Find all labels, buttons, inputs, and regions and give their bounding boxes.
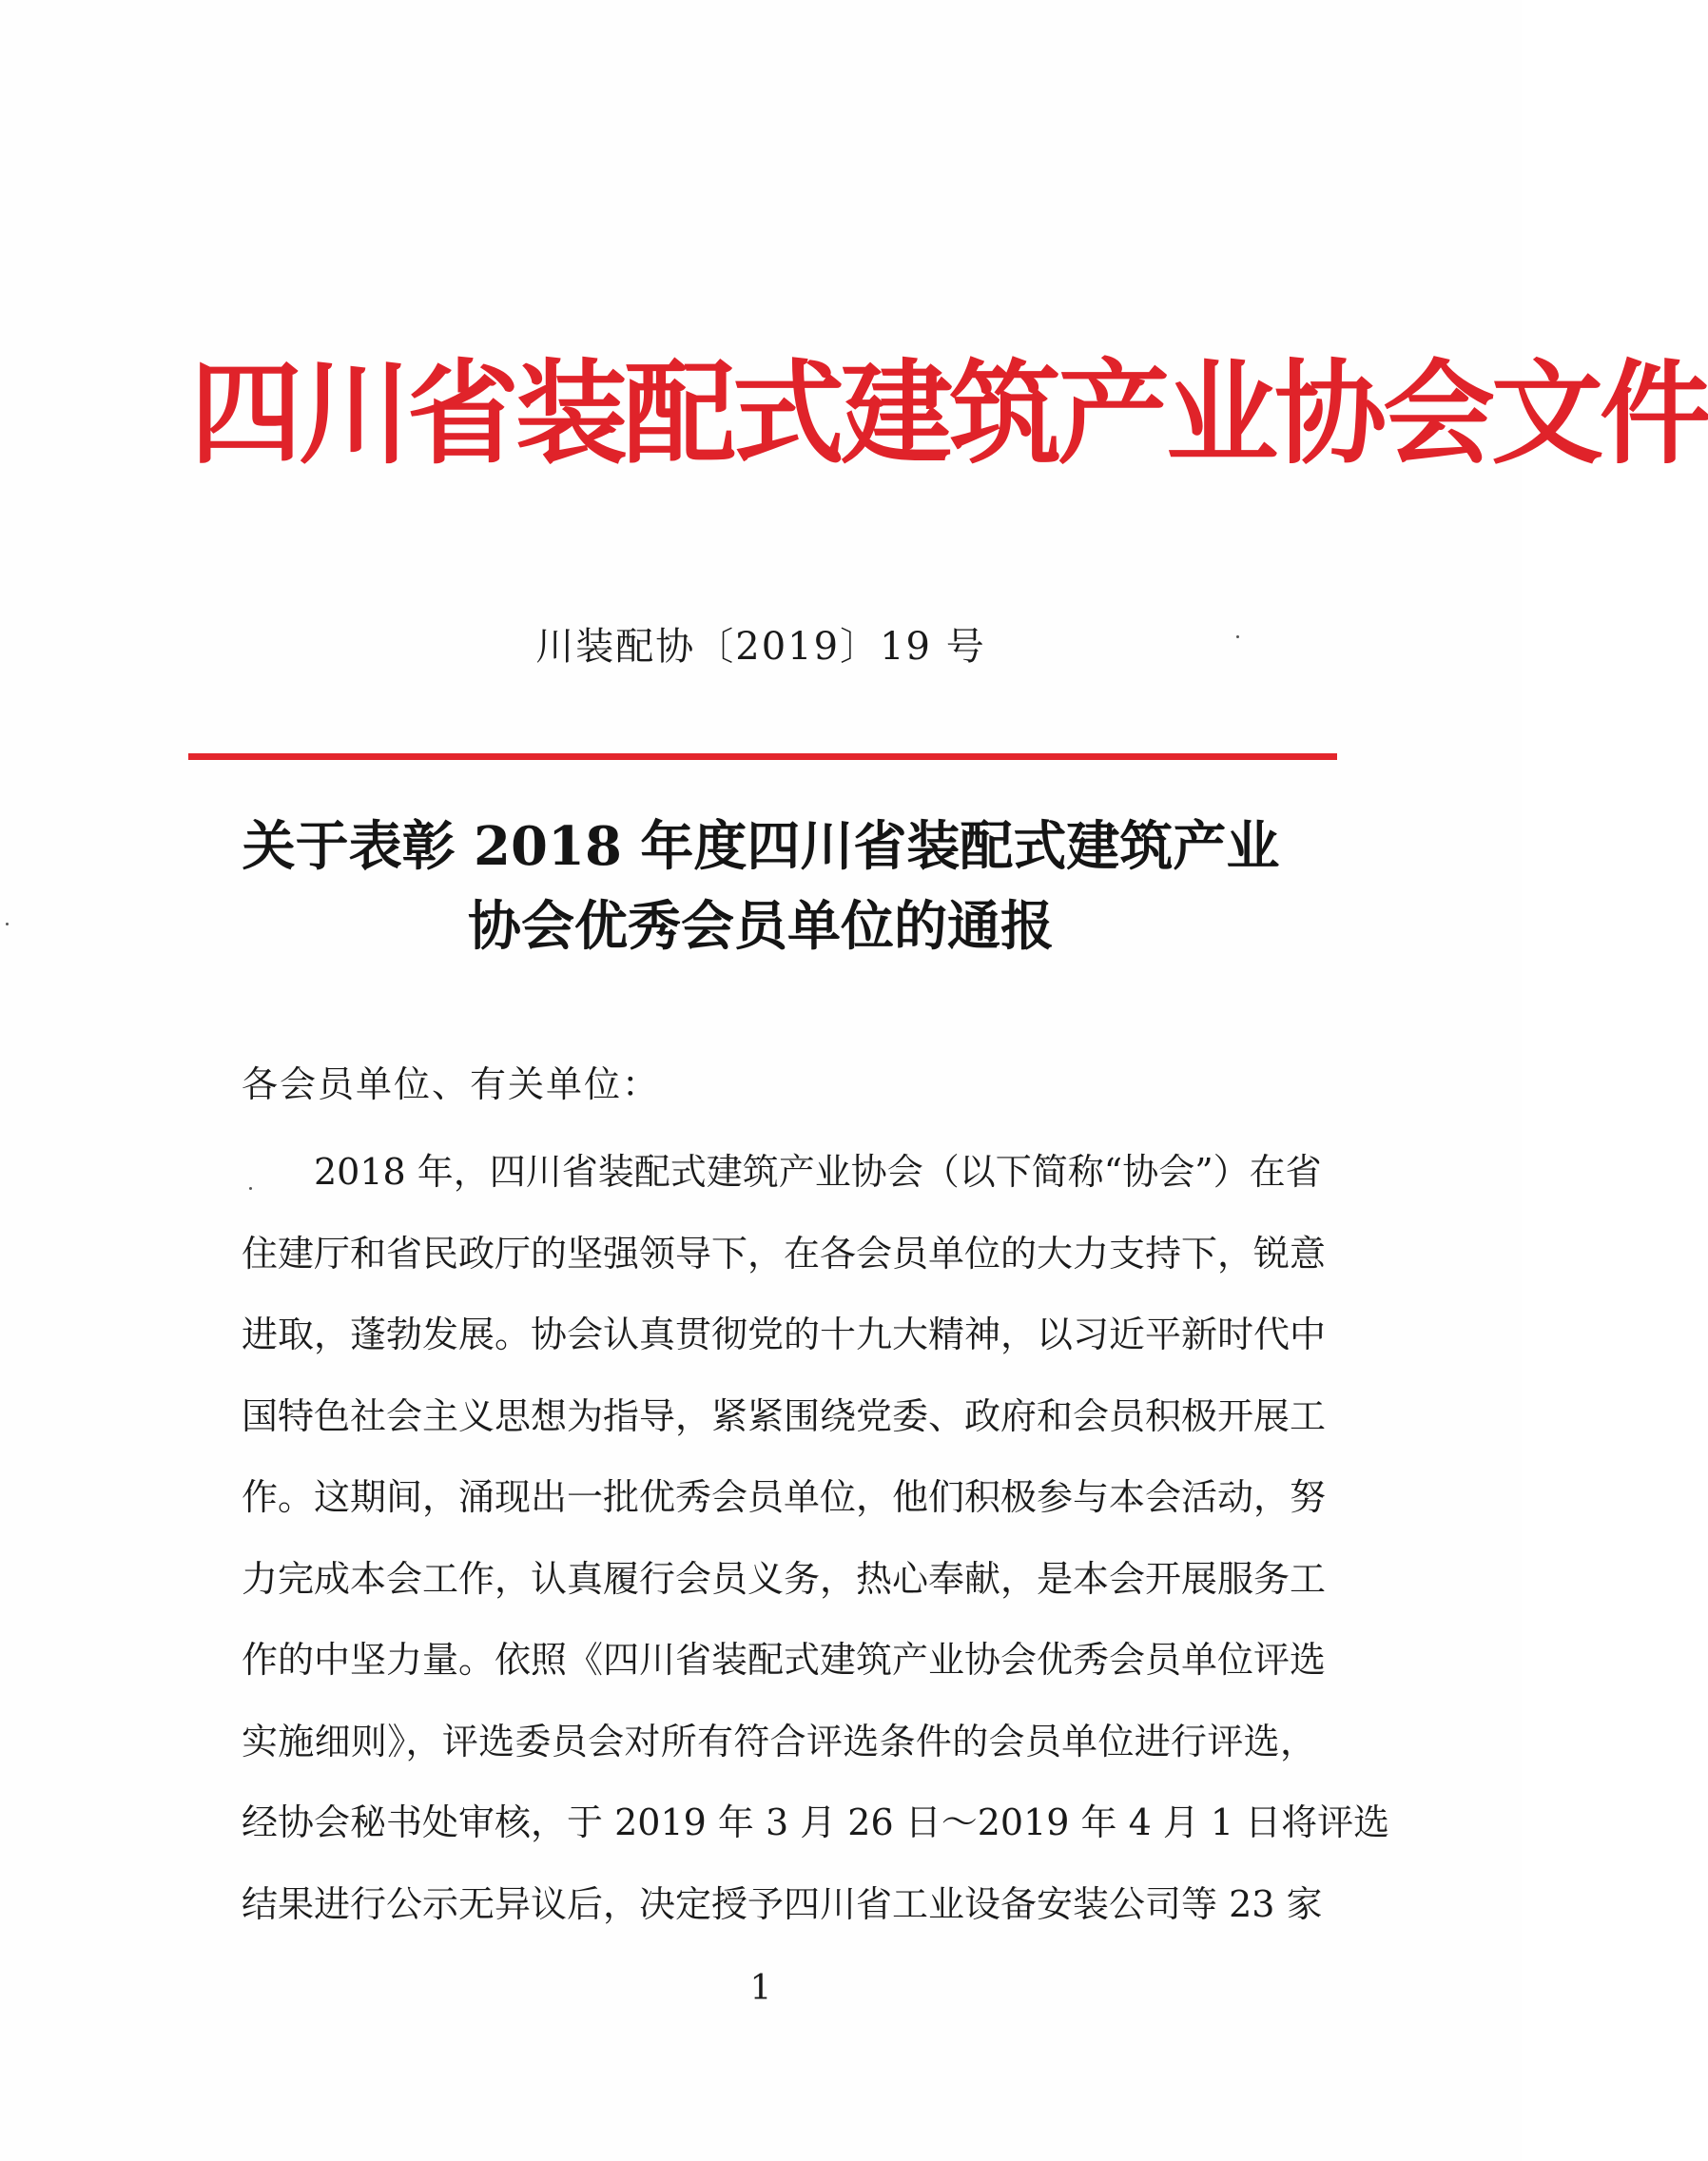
body-line: 经协会秘书处审核，于 2019 年 3 月 26 日～2019 年 4 月 1 日将评选 [242, 1801, 1390, 1843]
body-line: 结果进行公示无异议后，决定授予四川省工业设备安装公司等 23 家 [242, 1882, 1323, 1925]
body-line: 国特色社会主义思想为指导，紧紧围绕党委、政府和会员积极开展工 [242, 1394, 1327, 1437]
notice-title-line-1: 关于表彰 2018 年度四川省装配式建筑产业 [242, 815, 1280, 878]
notice-title-line-2: 协会优秀会员单位的通报 [468, 895, 1054, 958]
body-line: 住建厅和省民政厅的坚强领导下，在各会员单位的大力支持下，锐意 [242, 1232, 1327, 1275]
body-line: 实施细则》，评选委员会对所有符合评选条件的会员单位进行评选， [242, 1720, 1316, 1762]
body-line: 2018 年，四川省装配式建筑产业协会（以下简称“协会”）在省 [314, 1151, 1322, 1193]
body-line: 进取，蓬勃发展。协会认真贯彻党的十九大精神，以习近平新时代中 [242, 1314, 1327, 1355]
salutation: 各会员单位、有关单位： [242, 1063, 661, 1105]
body-line: 作。这期间，涌现出一批优秀会员单位，他们积极参与本会活动，努 [242, 1476, 1327, 1518]
document-number: 川装配协〔2019〕19 号 [535, 625, 986, 669]
red-divider-line [188, 753, 1337, 760]
body-line: 作的中坚力量。依照《四川省装配式建筑产业协会优秀会员单位评选 [242, 1639, 1327, 1681]
organization-header-title: 四川省装配式建筑产业协会文件 [190, 347, 1708, 479]
notice-title [171, 807, 1350, 966]
scan-speck [249, 1187, 252, 1190]
page-number: 1 [749, 1969, 772, 2008]
body-line: 力完成本会工作，认真履行会员义务，热心奉献，是本会开展服务工 [242, 1557, 1327, 1600]
scan-speck [1236, 635, 1239, 638]
notice-body [242, 1132, 1390, 1945]
scan-speck [6, 923, 9, 925]
